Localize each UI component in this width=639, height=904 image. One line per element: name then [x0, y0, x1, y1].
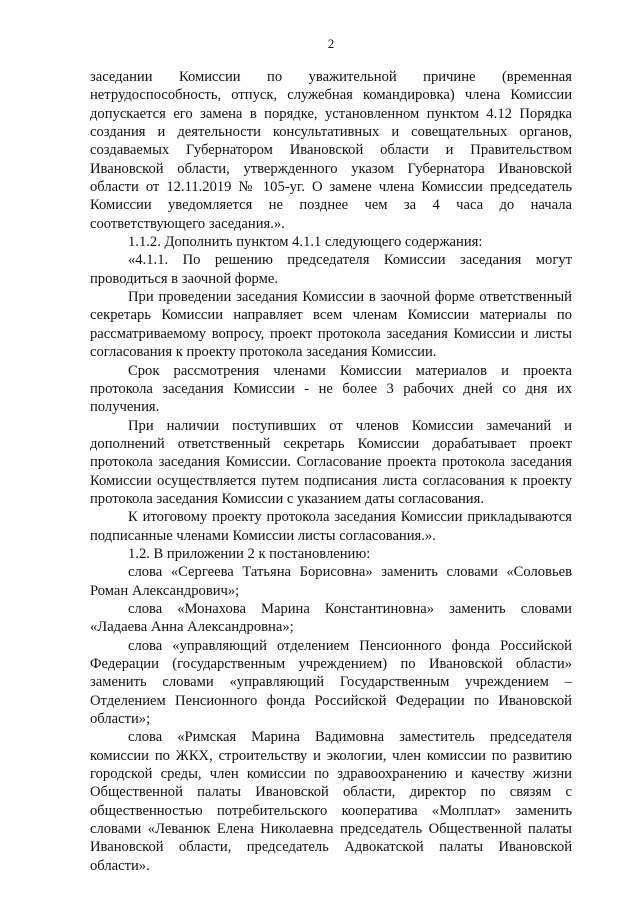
paragraph-remote-meeting-procedure: При проведении заседания Комиссии в заочной форме ответственный секретарь Комиссии направляет всем членам Комиссии материалы по рассматриваемому вопросу, проект протокола заседания Комиссии и листы согласования к проекту протокола заседания Комиссии.	[90, 289, 572, 361]
paragraph-final-protocol: К итоговому проекту протокола заседания Комиссии прикладываются подписанные членами Комиссии листы согласования.».	[90, 509, 572, 544]
page-number: 2	[327, 36, 335, 51]
paragraph-4-1-1: «4.1.1. По решению председателя Комиссии заседания могут проводиться в заочной форме.	[90, 252, 572, 287]
paragraph-replace-monakhova: слова «Монахова Марина Константиновна» заменить словами «Ладаева Анна Александровна»;	[90, 600, 572, 636]
paragraph-replace-sergeeva: слова «Сергеева Татьяна Борисовна» заменить словами «Соловьев Роман Александрович»;	[90, 564, 572, 599]
paragraph-comments-approval: При наличии поступивших от членов Комиссии замечаний и дополнений ответственный секретарь Комиссии дорабатывает проект протокола заседания Комиссии. Согласование проекта протокола заседания Комиссии осуществляется путем подписания листа согласования к проекту протокола заседания Комиссии с указанием даты согласования.	[90, 417, 572, 507]
paragraph-replace-pension-fund: слова «управляющий отделением Пенсионного фонда Российской Федерации (государственным учреждением) по Ивановской области» заменить словами «управляющий Государственным учреждением – Отделением Пенсионного фонда Российской Федерации по Ивановской области»;	[90, 637, 572, 728]
paragraph-replace-rimskaya: слова «Римская Марина Вадимовна заместитель председателя комиссии по ЖКХ, строительству и экологии, член комиссии по развитию городской среды, член комиссии по здравоохранению и качеству жизни Общественной палаты Ивановской области, директор по связям с общественностью потребительского кооператива «Молплат» заменить словами «Леванюк Елена Николаевна председатель Общественной палаты Ивановской области, председатель Адвокатской палаты Ивановской области».	[90, 729, 572, 874]
paragraph-1-1-2: 1.1.2. Дополнить пунктом 4.1.1 следующего содержания:	[128, 234, 483, 251]
document-page	[90, 36, 572, 875]
paragraph-commission-substitution: заседании Комиссии по уважительной причине (временная нетрудоспособность, отпуск, служебная командировка) члена Комиссии допускается его замена в порядке, установленном пунктом 4.12 Порядка создания и деятельности консультативных и совещательных органов, создаваемых Губернатором Ивановской области и Правительством Ивановской области, утвержденного указом Губернатора Ивановской области от 12.11.2019 № 105-уг. О замене члена Комиссии председатель Комиссии уведомляется не позднее чем за 4 часа до начала соответствующего заседания.».	[90, 69, 572, 232]
paragraph-1-2: 1.2. В приложении 2 к постановлению:	[128, 545, 371, 562]
paragraph-review-period: Срок рассмотрения членами Комиссии материалов и проекта протокола заседания Комиссии - не более 3 рабочих дней со дня их получения.	[90, 362, 572, 416]
